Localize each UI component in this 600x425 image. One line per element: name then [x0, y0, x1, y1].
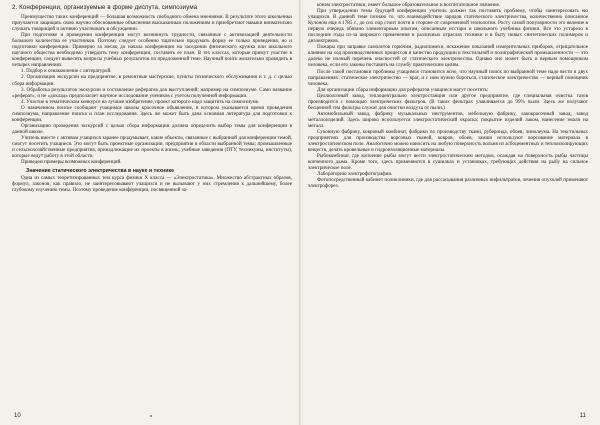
- paragraph: Суконную фабрику, ковровый комбинат, фабрики по производству ткани, рубероида, обоев, линолеума. На текстильных предприятиях для производства ворсовых тканей, ковров, обоев, замши используют ворсование материала в электростатическом поле. Аналогично можно наносить на любую поверхность вольня из асбоцементных и теплоизолирующих веществ, делать кровельные и гидроизоляционные материалы.: [308, 128, 588, 154]
- paragraph: Преимущество таких конференций — большая возможность свободного обмена мнениями. В результате этого школьники приучаются защищать свою научно обоснованные объяснения высказанным положениям и приобретают навыки внимательно слушать товарищей и активно участвовать в обсуждении.: [12, 14, 292, 33]
- paragraph: Лабораторию электрофотографии.: [317, 171, 393, 178]
- paragraph: 3. Обработка результатов экскурсии и составление рефератов для выступлений; например на симпозиуме. Само название «реферат», и не «доклад» предполагает научное исследование учеников с учетом полученной информации.: [12, 86, 292, 99]
- paragraph: При утверждении темы будущей конференции учитель должен так поставить проблему, чтобы заинтересовать ею учащихся. В данной теме познаю то, что взаимодействие зарядов статического электричества, количественно описанное Кулоном еще в 1785 г., до сих пор стоит почти в стороне от современной технологии. Росту самой популярности это явление в первую очередь обязано элементарным опытам, описанным исстари и школьного учебника физики. Все это устарело в последние годы из-за широкого применения в различных отраслях техники и в быту новых синтетических полимеров и диэлектриков.: [308, 8, 588, 45]
- page-number-right: 11: [579, 413, 586, 419]
- paragraph: Фотопосредственный кабинет поликлиники, где для рассасывания различных инфильтратов, лечения опухолей применяют электрофорез.: [308, 177, 588, 190]
- left-body-before: [12, 14, 292, 165]
- paragraph: При подготовке и проведении конференции могут возникнуть трудности, связанные с активизацией деятельности большого количества ее участников. Поэтому следует особенно тщательно продумать форму ее только проведения, но и подготовки конференции. Примерно за месяц до начала конференции на заседании физического кружка или школьного научного общества необходимо утвердить тему конференции, составить ее план. В тех классах, которые примут участие в конференции, следует вывесить вопросы учебных результатов по предложенной теме. Научный поиск желательно проводить в четырех направлениях.: [12, 32, 292, 69]
- paragraph: Одна из самых теоретизированных тем курса физики X класса — «Электростатика». Множество абстрактных образов, формул, законов, как правило, не заинтересовывают учащихся и не вызывают у них стремления к дальнейшему, более глубокому изучению темы. Поэтому проведение конференции, посвященной за-: [12, 175, 292, 194]
- running-head: 2. Конференции, организуемые в форме диспута, симпозиума: [12, 4, 198, 11]
- print-speck: [150, 415, 152, 417]
- paragraph: конам электростатики, имеет большое образовательное и воспитательное значение.: [317, 2, 501, 8]
- right-body: [308, 2, 588, 189]
- paragraph: 1. Подбор и ознакомление с литературой.: [21, 68, 112, 75]
- paragraph: Пожары при заправке самолетов горючим, радиопомехи, искажение показаний измерительных приборов, отрицательное влияние на ход производственных процессов и качество продукции в текстильной и полиграфической промышленности — это далеко не полный перечень опасностей от статического электричества. Однако оно может быть и верным помощником человека, если его законы поставить на службу практическим целям.: [308, 44, 588, 69]
- paragraph: Целлюлозный завод, теплоцентрально электростанция или другое предприятие, где специальная очистка газов производится с помощью электрических фильтров. (В таких фильтрах улавливается до 99% пыли. Здесь же получают бесценной тем фильтры служат для очистки воздуха от пыли.): [308, 92, 588, 111]
- right-page: [300, 0, 600, 425]
- section-title: Значение статического электричества в науке и технике: [26, 168, 175, 175]
- page-number-left: 10: [14, 413, 21, 419]
- paragraph: Организацию проведения экскурсий с целью сбора информации должна определить выбор темы для конференции в данной школе.: [12, 122, 292, 135]
- paragraph: После такой постановки проблемы учащимся становится ясно, что научный поиск по выбранной теме надо вести в двух направлениях: статическое электричество — враг, и с ним нужно бороться, статическое электричество — верный помощник человека.: [308, 68, 588, 87]
- left-body-after: [12, 175, 292, 193]
- paragraph: 2. Организация экскурсии на предприятие, в ремонтные мастерские, пункты технического обслуживания и т. д. с целью сбора информации.: [12, 74, 292, 87]
- paragraph: Автомобильный завод, фабрику музыкальных инструментов, мебельную фабрику, лакокрасочный завод, завод металлоизделий. Здесь широко используется электростатический окраска; покрытие изделий лаком, нанесение эмали на металл.: [308, 110, 588, 129]
- paragraph: Учитель вместе с активом учащихся заранее продумывает, какие объекты, связанные с выбранной для конференции темой, смогут посетить учащиеся. Это могут быть проектные организации, предприятия в области выбранной темы; промышленные и сельскохозяйственные предприятия, принадлежащие их проекты в жизнь; учебные заведения (ПТУ, техникумы, институты), которые ведут работу в этой области.: [12, 134, 292, 160]
- paragraph: Приведем примеры возможных конференций.: [21, 159, 122, 166]
- paragraph: Рыбокомбинат, где копчение рыбы могут вести электростатическим методом, осаждая на поверхность рыбы частицы копченного дыма. Кроме того, здесь применяются в сушилках и установках, требующих действия на рыбу на сильное электрическое поле.: [308, 153, 588, 172]
- paragraph: О намеченном поиске сообщают учащимся школы красочное объявление, в котором указывается время проведения симпозиума, направление поиска и план исследования. Здесь же может быть дана основная литература для подготовки к конференции.: [12, 104, 292, 123]
- paragraph: Для организации сбора информации для рефератов учащиеся могут посетить:: [317, 86, 489, 93]
- paragraph: 4. Участие в тематическом конкурсе на лучшее изобретение, проект которого надо защитить на симпозиуме.: [21, 98, 260, 105]
